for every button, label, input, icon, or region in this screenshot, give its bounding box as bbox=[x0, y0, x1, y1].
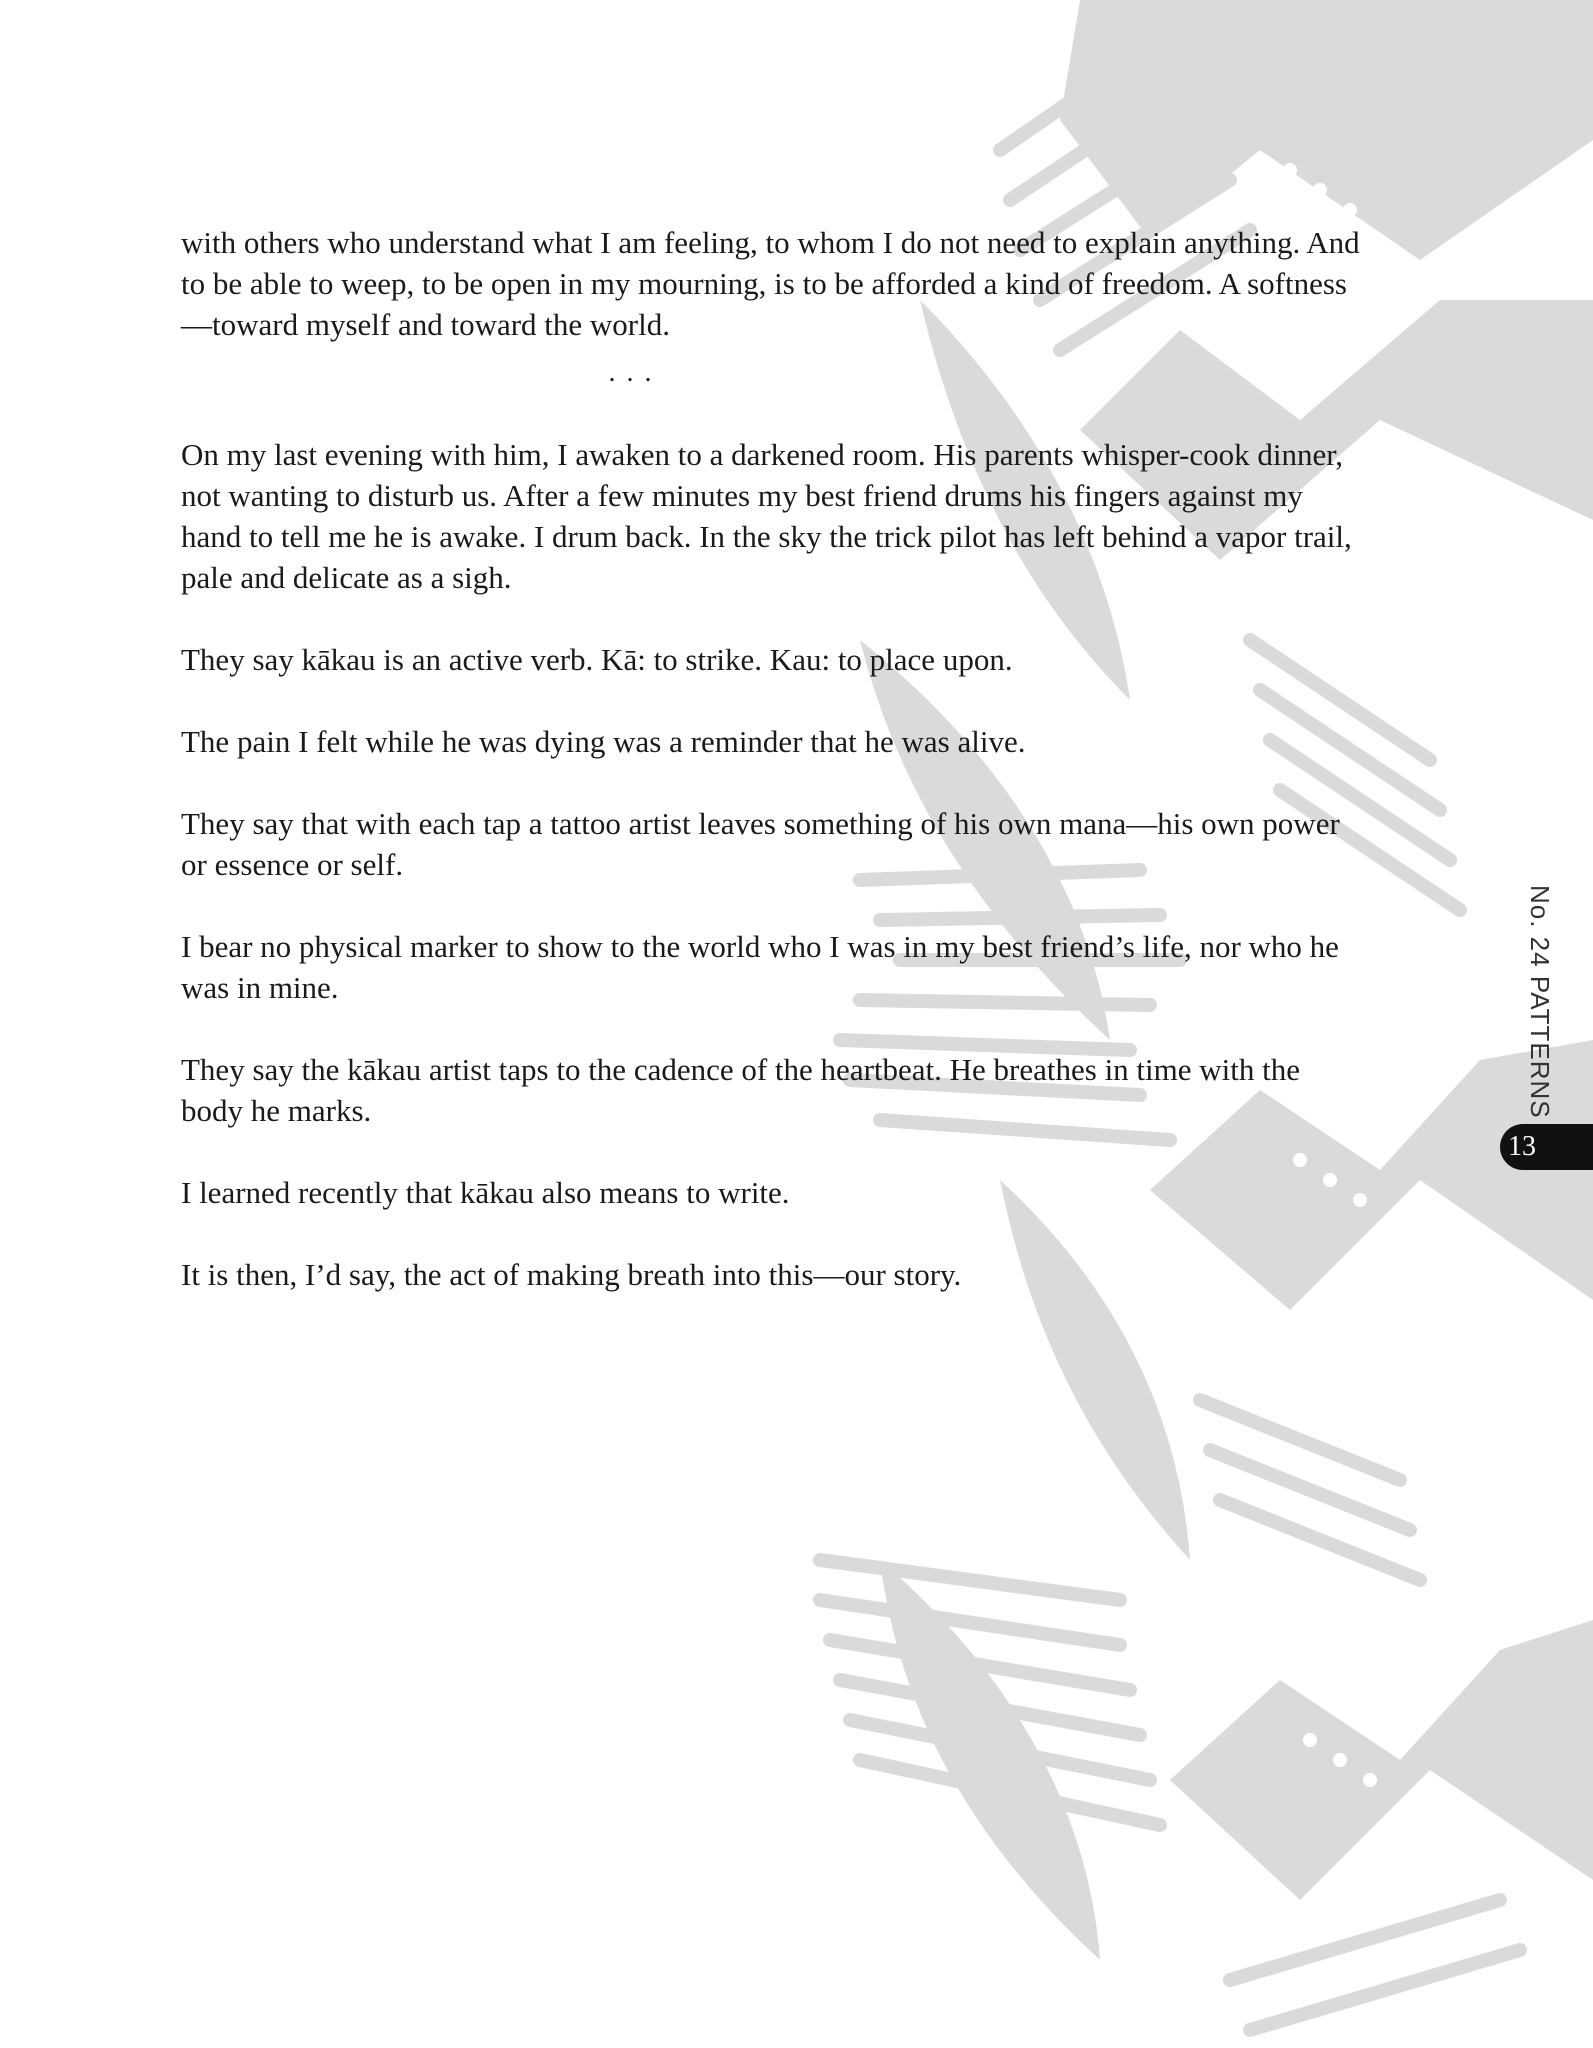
paragraph: I bear no physical marker to show to the world who I was in my best friend’s life, nor who he was in mine. bbox=[181, 929, 1339, 1005]
journal-issue-label: No. 24 PATTERNS bbox=[1525, 885, 1555, 1119]
paragraph: On my last evening with him, I awaken to a darkened room. His parents whisper-cook dinner, not wanting to disturb us. After a few minutes my best friend drums his fingers against my hand to tell me he is awake. I drum back. In the sky the trick pilot has left behind a vapor trail, pale and delicate as a sigh. bbox=[181, 437, 1352, 595]
article-body bbox=[181, 222, 1361, 1336]
paragraph: The pain I felt while he was dying was a reminder that he was alive. bbox=[181, 724, 1026, 759]
page-number: 13 bbox=[1508, 1131, 1536, 1162]
paragraph: It is then, I’d say, the act of making breath into this—our story. bbox=[181, 1257, 962, 1292]
paragraph: They say that with each tap a tattoo artist leaves something of his own mana—his own power or essence or self. bbox=[181, 806, 1340, 882]
paragraph: They say kākau is an active verb. Kā: to strike. Kau: to place upon. bbox=[181, 642, 1013, 677]
paragraph: with others who understand what I am feeling, to whom I do not need to explain anything. And to be able to weep, to be open in my mourning, is to be afforded a kind of freedom. A softness—toward myself and toward the world. bbox=[181, 225, 1360, 342]
paragraph: I learned recently that kākau also means to write. bbox=[181, 1175, 790, 1210]
section-break: . . . bbox=[608, 357, 654, 388]
paragraph: They say the kākau artist taps to the cadence of the heartbeat. He breathes in time with the body he marks. bbox=[181, 1052, 1301, 1128]
